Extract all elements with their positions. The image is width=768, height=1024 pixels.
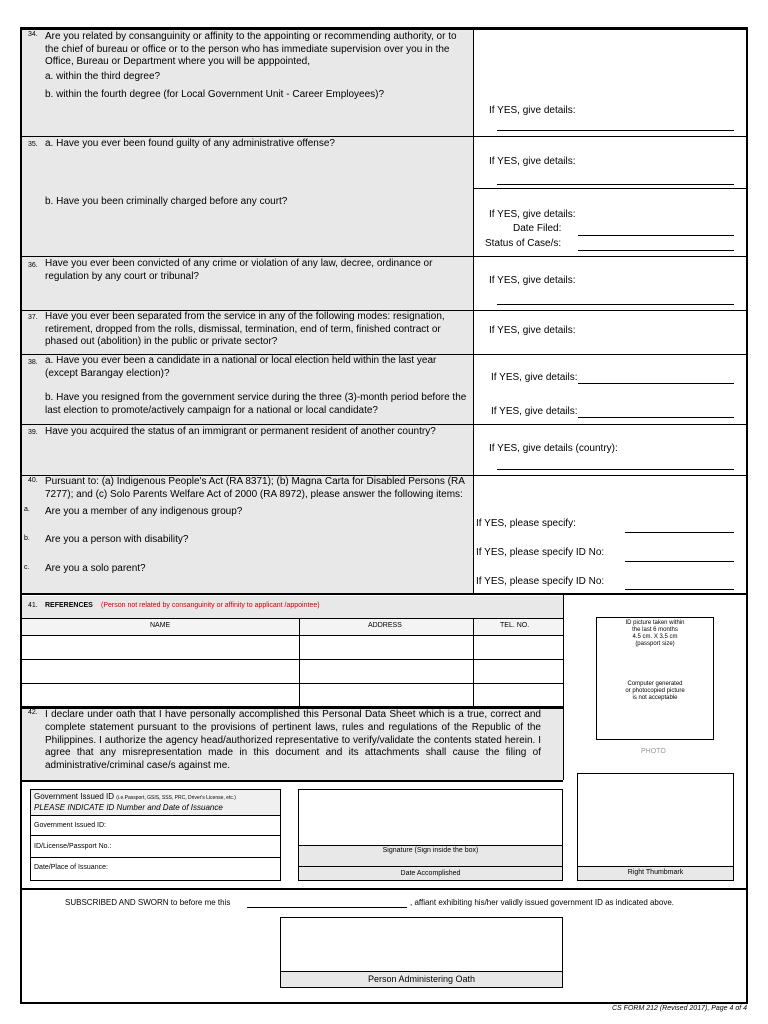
q39-details-line[interactable]	[497, 469, 734, 470]
q38-number: 38.	[28, 359, 38, 366]
issuance-row-label: Date/Place of Issuance:	[34, 864, 108, 871]
declaration-text: I declare under oath that I have personally accomplished this Personal Data Sheet which is a true, correct and complete statement pursuant to the provisions of pertinent laws, rules and regulations of the Republic of the Philippines. I authorize the agency head/authorized representative to verify/validate the contents stated herein. I agree that any misrepresentation made in this document and its attachments shall cause the filing of administrative/criminal case/s against me.	[45, 709, 541, 772]
q37-number: 37.	[28, 314, 38, 321]
q39-number: 39.	[28, 429, 38, 436]
q35-option-a: a. Have you ever been found guilty of any administrative offense?	[45, 138, 335, 149]
q36-text: Have you ever been convicted of any crime or violation of any law, decree, ordinance or regulation by any court or tribunal?	[45, 258, 433, 282]
q40-mark-b: b.	[24, 535, 30, 542]
q40-mark-c: c.	[24, 564, 30, 571]
q40-option-b: Are you a person with disability?	[45, 534, 189, 545]
q38b-details-label: If YES, give details:	[491, 406, 578, 417]
q39-details-label: If YES, give details (country):	[489, 443, 618, 454]
q38-option-a: a. Have you ever been a candidate in a national or local election held within the last year (except Barangay election)?	[45, 355, 437, 379]
q39-text: Have you acquired the status of an immigrant or permanent resident of another country?	[45, 426, 436, 437]
government-id-row-label: Government Issued ID:	[34, 822, 106, 829]
q35-option-b: b. Have you been criminally charged before any court?	[45, 196, 288, 207]
q34-number: 34.	[28, 31, 38, 38]
q35a-details-line[interactable]	[497, 184, 734, 185]
q40c-details-label: If YES, please specify ID No:	[476, 576, 605, 587]
q42-number: 42.	[28, 709, 38, 716]
q35-date-filed-label: Date Filed:	[513, 223, 562, 234]
q37-details-label: If YES, give details:	[489, 325, 576, 336]
q34-option-b: b. within the fourth degree (for Local Government Unit - Career Employees)?	[45, 89, 385, 100]
references-row-1[interactable]	[22, 659, 563, 660]
q34-details-label: If YES, give details:	[489, 105, 576, 116]
references-col-name: NAME	[150, 622, 171, 629]
photo-instruction-3: 4.5 cm. X 3.5 cm	[632, 634, 678, 640]
photo-instruction-6: or photocopied picture	[625, 688, 685, 694]
oath-suffix: , affiant exhibiting his/her validly issued government ID as indicated above.	[410, 898, 675, 907]
government-id-instruction: PLEASE INDICATE ID Number and Date of Issuance	[34, 803, 223, 812]
references-label: REFERENCES	[45, 602, 93, 609]
q34-option-a: a. within the third degree?	[45, 71, 161, 82]
q35b-details-label: If YES, give details:	[489, 209, 576, 220]
thumbmark-label: Right Thumbmark	[627, 869, 684, 876]
q41-number: 41.	[28, 602, 38, 609]
references-note: (Person not related by consanguinity or affinity to applicant /appointee)	[101, 602, 320, 609]
photo-instruction-4: (passport size)	[635, 641, 675, 647]
thumbmark-box[interactable]	[577, 773, 734, 881]
government-id-field[interactable]	[31, 835, 280, 836]
q38b-details-line[interactable]	[578, 417, 734, 418]
q40b-details-line[interactable]	[625, 561, 734, 562]
photo-caption: PHOTO	[641, 748, 666, 755]
q35-number: 35.	[28, 141, 38, 148]
q40-mark-a: a.	[24, 506, 30, 513]
q40c-details-line[interactable]	[625, 589, 734, 590]
signature-label: Signature (Sign inside the box)	[382, 847, 479, 854]
q40a-details-label: If YES, please specify:	[476, 518, 576, 529]
photo-instruction-1: ID picture taken within	[625, 620, 685, 626]
q34-details-line[interactable]	[497, 130, 734, 131]
q40-option-c: Are you a solo parent?	[45, 563, 146, 574]
government-id-title: Government Issued ID (i.e.Passport, GSIS, SSS, PRC, Driver's License, etc.)	[34, 792, 236, 801]
q38a-details-line[interactable]	[578, 383, 734, 384]
photo-instruction-2: the last 6 months	[632, 627, 678, 633]
references-row-2[interactable]	[22, 683, 563, 684]
id-number-row-label: ID/License/Passport No.:	[34, 843, 112, 850]
q35-date-filed-line[interactable]	[578, 235, 734, 236]
q40-option-a: Are you a member of any indigenous group?	[45, 506, 243, 517]
oath-prefix: SUBSCRIBED AND SWORN to before me this	[65, 898, 231, 907]
references-col-address: ADDRESS	[368, 622, 402, 629]
oath-date-field[interactable]	[247, 907, 407, 908]
q34-text: Are you related by consanguinity or affinity to the appointing or recommending authority, or to the chief of bureau or office or to the person who has immediate supervision over you in the Office, Bureau or Department where you will be apppointed,	[45, 31, 457, 68]
date-accomplished-field[interactable]	[299, 866, 562, 867]
q38a-details-label: If YES, give details:	[491, 372, 578, 383]
id-number-field[interactable]	[31, 857, 280, 858]
q35a-details-label: If YES, give details:	[489, 156, 576, 167]
q36-details-line[interactable]	[497, 304, 734, 305]
references-col-tel: TEL. NO.	[500, 622, 530, 629]
q36-number: 36.	[28, 262, 38, 269]
q38-option-b: b. Have you resigned from the government service during the three (3)-month period before the last election to promote/actively campaign for a national or local candidate?	[45, 392, 467, 416]
q40-number: 40.	[28, 477, 38, 484]
q36-details-label: If YES, give details:	[489, 275, 576, 286]
government-id-title-note: (i.e.Passport, GSIS, SSS, PRC, Driver's License, etc.)	[116, 795, 236, 801]
q40-text: Pursuant to: (a) Indigenous People's Act (RA 8371); (b) Magna Carta for Disabled Persons (RA 7277); and (c) Solo Parents Welfare Act of 2000 (RA 8972), please answer the following items:	[45, 476, 465, 500]
q35-status-line[interactable]	[578, 250, 734, 251]
q40b-details-label: If YES, please specify ID No:	[476, 547, 605, 558]
q37-text: Have you ever been separated from the service in any of the following modes: resignation, retirement, dropped from the rolls, dismissal, termination, end of term, finished contract or phased out (abolition) in the public or private sector?	[45, 311, 445, 348]
date-accomplished-label: Date Accomplished	[400, 870, 461, 877]
photo-instruction-7: is not acceptable	[632, 695, 678, 701]
q40a-details-line[interactable]	[625, 532, 734, 533]
q35-status-label: Status of Case/s:	[485, 238, 562, 249]
oath-administrator-label: Person Administering Oath	[367, 974, 476, 984]
photo-instruction-5: Computer generated	[627, 681, 683, 687]
form-footer: CS FORM 212 (Revised 2017), Page 4 of 4	[612, 1005, 748, 1012]
